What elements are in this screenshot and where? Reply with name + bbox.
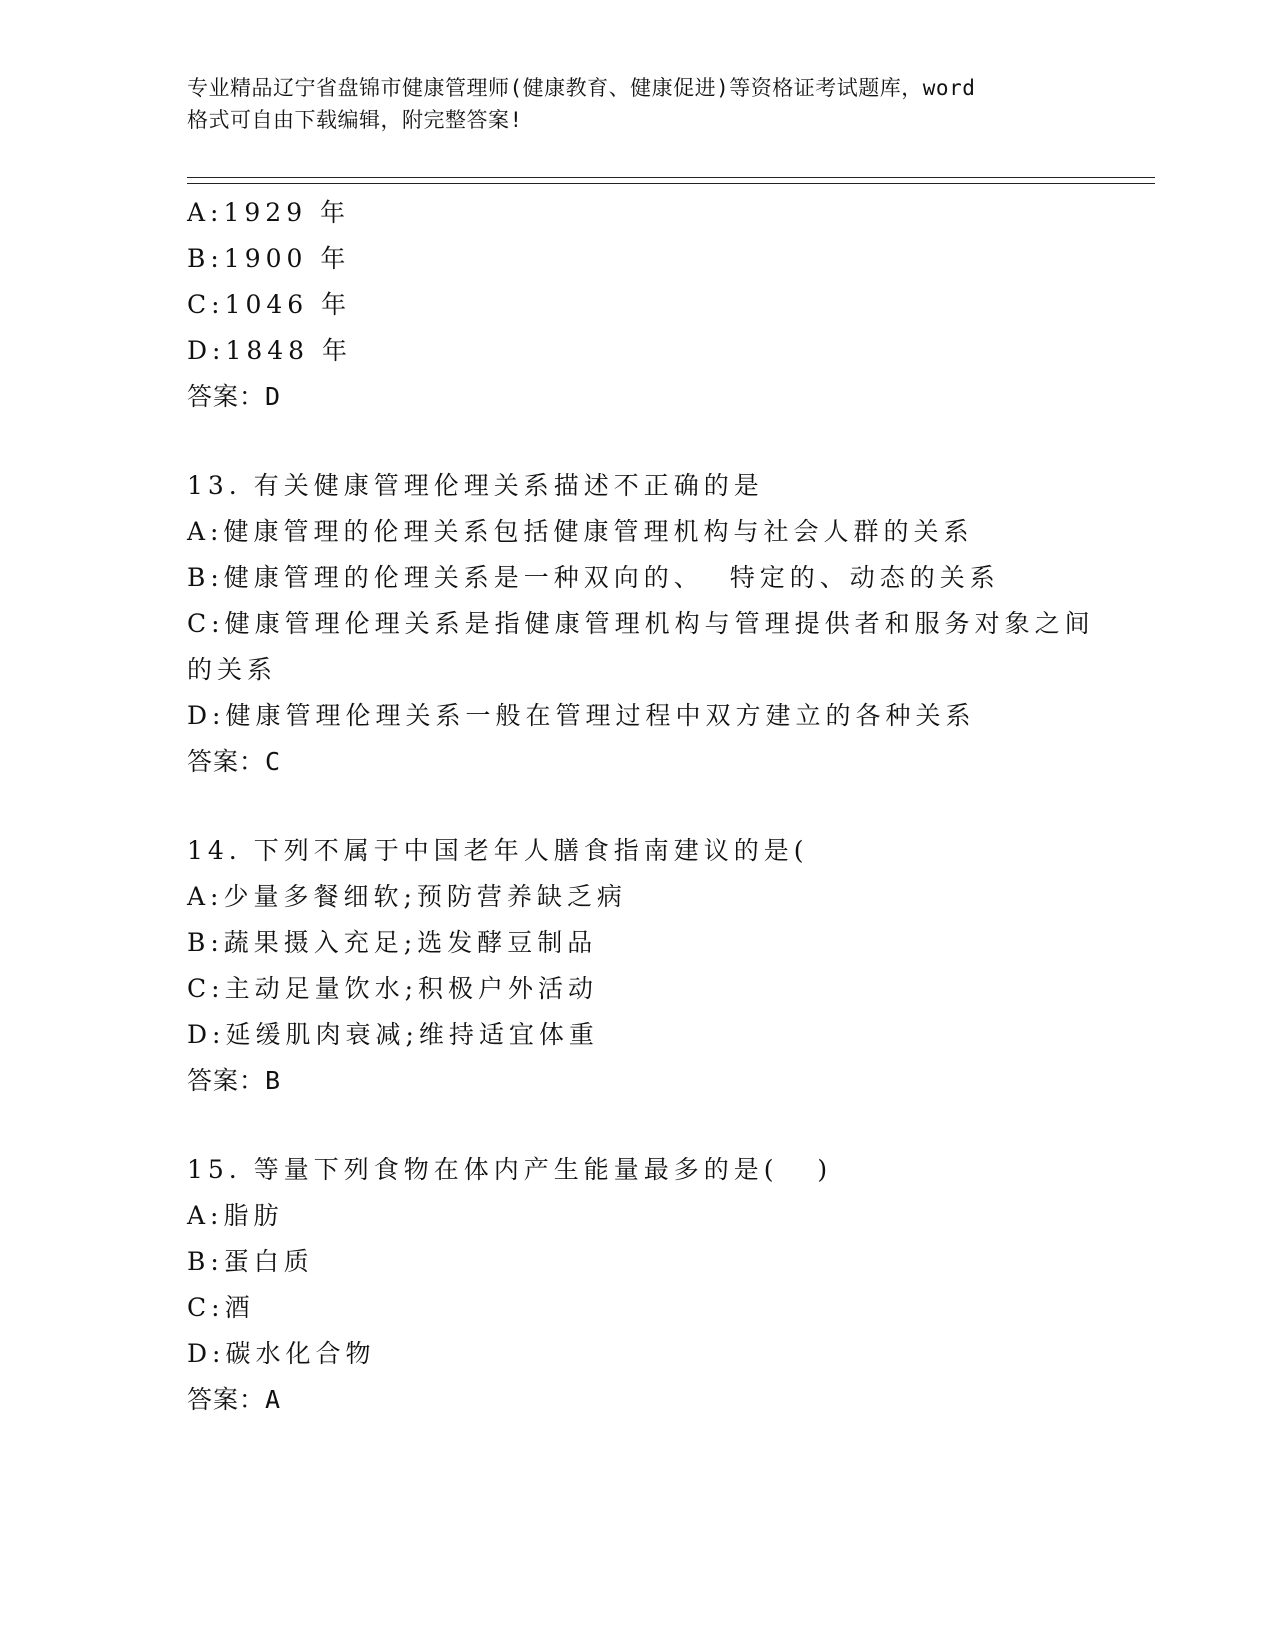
answer-line: 答案：B <box>187 1066 282 1095</box>
option-d: D:健康管理伦理关系一般在管理过程中双方建立的各种关系 <box>187 701 976 730</box>
answer-value: B <box>265 1066 282 1095</box>
answer-line: 答案：A <box>187 1385 282 1414</box>
spacer <box>187 1104 1107 1147</box>
spacer <box>187 420 1107 463</box>
header-divider-bottom <box>187 183 1155 184</box>
option-b: B:蔬果摄入充足;选发酵豆制品 <box>187 928 598 957</box>
answer-line: 答案：C <box>187 747 282 776</box>
option-c: C:健康管理伦理关系是指健康管理机构与管理提供者和服务对象之间的关系 <box>187 609 1095 684</box>
option-a: A:少量多餐细软;预防营养缺乏病 <box>187 882 627 911</box>
question-14-block <box>187 828 1107 1104</box>
option-d: D:1848 年 <box>187 336 353 365</box>
question-13-block <box>187 463 1107 785</box>
answer-line: 答案：D <box>187 382 282 411</box>
option-c: C:1046 年 <box>187 290 352 319</box>
option-c: C:主动足量饮水;积极户外活动 <box>187 974 598 1003</box>
spacer <box>187 785 1107 828</box>
question-number: 15. <box>187 1155 242 1184</box>
answer-value: C <box>265 747 282 776</box>
question-stem: 14. 下列不属于中国老年人膳食指南建议的是( <box>187 836 809 865</box>
question-number: 13. <box>187 471 242 500</box>
question-content <box>187 190 1107 1423</box>
header-divider-top <box>187 177 1155 178</box>
option-d: D:碳水化合物 <box>187 1339 376 1368</box>
answer-value: D <box>265 382 282 411</box>
option-a: A:健康管理的伦理关系包括健康管理机构与社会人群的关系 <box>187 517 974 546</box>
prev-question-block <box>187 190 1107 420</box>
option-c: C:酒 <box>187 1293 255 1322</box>
header-line-2: 格式可自由下载编辑，附完整答案! <box>187 108 523 132</box>
option-a: A:脂肪 <box>187 1201 284 1230</box>
question-stem: 13. 有关健康管理伦理关系描述不正确的是 <box>187 471 764 500</box>
option-a: A:1929 年 <box>187 198 351 227</box>
option-d: D:延缓肌肉衰减;维持适宜体重 <box>187 1020 599 1049</box>
document-header <box>187 72 1087 136</box>
option-b: B:健康管理的伦理关系是一种双向的、 特定的、动态的关系 <box>187 563 1000 592</box>
option-b: B:1900 年 <box>187 244 351 273</box>
header-line-1: 专业精品辽宁省盘锦市健康管理师(健康教育、健康促进)等资格证考试题库，word <box>187 76 976 100</box>
question-number: 14. <box>187 836 242 865</box>
question-stem: 15. 等量下列食物在体内产生能量最多的是( ) <box>187 1155 833 1184</box>
answer-value: A <box>265 1385 282 1414</box>
question-15-block <box>187 1147 1107 1423</box>
option-b: B:蛋白质 <box>187 1247 314 1276</box>
